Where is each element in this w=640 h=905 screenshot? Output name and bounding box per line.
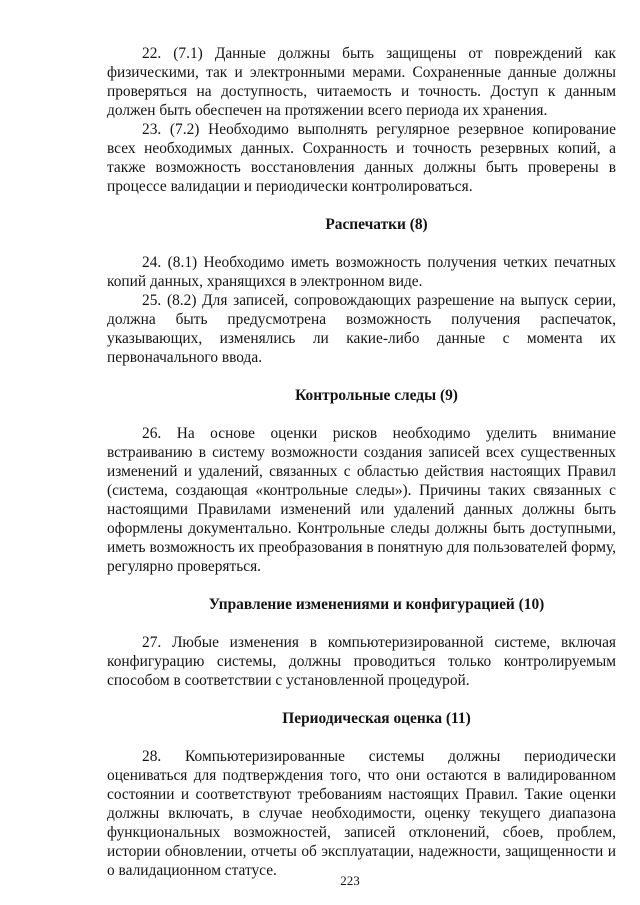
paragraph-28: 28. Компьютеризированные системы должны периодически оцениваться для подтверждения того, что они остаются в валидированном состоянии и соответствуют требованиям настоящих Правил. Такие оценки должны включать, в случае необходимости, оценку текущего диапазона функциональных возможностей, записей отклонений, сбоев, проблем, истории обновлении, отчеты об эксплуатации, надежности, защищенности и о валидационном статусе. xyxy=(107,748,616,879)
paragraph-26: 26. На основе оценки рисков необходимо уделить внимание встраиванию в систему возможности создания записей всех существенных изменений и удалений, связанных с областью действия настоящих Правил (система, создающая «контрольные следы»). Причины таких связанных с настоящими Правилами изменений или удалений данных должны быть оформлены документально. Контрольные следы должны быть доступными, иметь возможность их преобразования в понятную для пользователей форму, регулярно проверяться. xyxy=(107,425,616,575)
page-number: 223 xyxy=(340,873,360,888)
heading-periodic-evaluation: Периодическая оценка (11) xyxy=(282,710,471,727)
heading-audit-trails: Контрольные следы (9) xyxy=(295,387,458,404)
page-content xyxy=(107,44,616,880)
paragraph-25: 25. (8.2) Для записей, сопровождающих разрешение на выпуск серии, должна быть предусмотрена возможность получения распечаток, указывающих, изменялись ли какие-либо данные с момента их первоначального ввода. xyxy=(107,292,616,366)
paragraph-22: 22. (7.1) Данные должны быть защищены от повреждений как физическими, так и электронными мерами. Сохраненные данные должны проверяться на доступность, читаемость и точность. Доступ к данным должен быть обеспечен на протяжении всего периода их хранения. xyxy=(107,45,616,119)
paragraph-27: 27. Любые изменения в компьютеризированной системе, включая конфигурацию системы, должны проводиться только контролируемым способом в соответствии с установленной процедурой. xyxy=(107,634,616,689)
paragraph-24: 24. (8.1) Необходимо иметь возможность получения четких печатных копий данных, хранящихся в электронном виде. xyxy=(107,254,616,290)
heading-change-management: Управление изменениями и конфигурацией (10) xyxy=(208,596,545,613)
heading-printouts: Распечатки (8) xyxy=(325,216,428,233)
paragraph-23: 23. (7.2) Необходимо выполнять регулярное резервное копирование всех необходимых данных. Сохранность и точность резервных копий, а также возможность восстановления данных должны быть проверены в процессе валидации и периодически контролироваться. xyxy=(107,121,616,195)
